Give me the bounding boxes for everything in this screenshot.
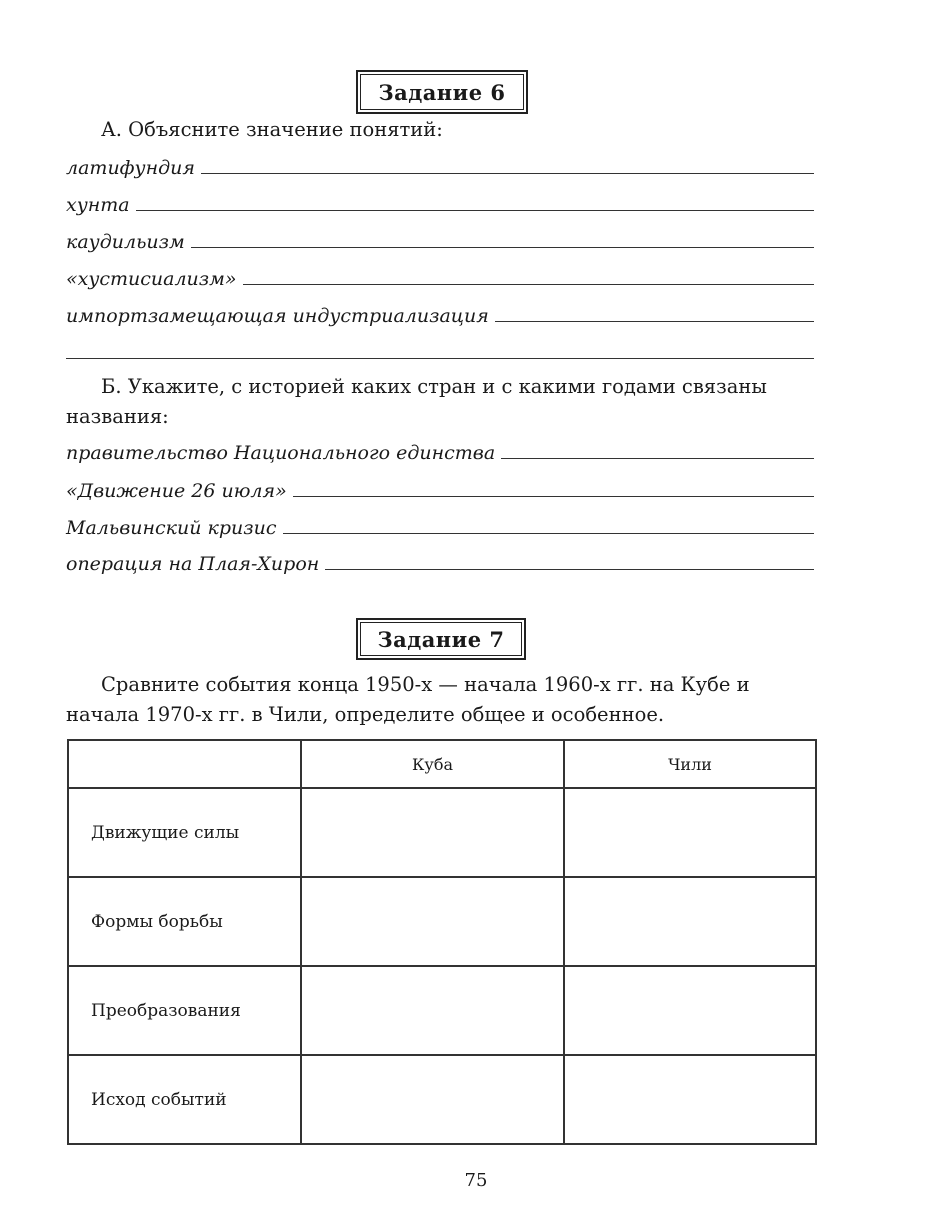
answer-line[interactable] (283, 532, 814, 534)
table-row (68, 1055, 816, 1144)
term-label: «Движение 26 июля» (66, 480, 287, 502)
table-header-chile: Чили (564, 740, 816, 788)
answer-cell[interactable] (564, 788, 816, 877)
term-row (66, 335, 814, 365)
page-number: 75 (464, 1170, 488, 1191)
term-label: Мальвинский кризис (66, 517, 277, 539)
answer-cell[interactable] (564, 877, 816, 966)
row-label: Исход событий (68, 1055, 301, 1144)
term-label: импортзамещающая индустриализация (66, 305, 489, 327)
task-6-part-a-prompt: А. Объясните значение понятий: (101, 118, 443, 141)
term-label: каудильизм (66, 231, 185, 253)
answer-line[interactable] (66, 357, 814, 359)
term-label: хунта (66, 194, 130, 216)
answer-line[interactable] (501, 457, 814, 459)
task-6-part-b-prompt: Б. Укажите, с историей каких стран и с какими годами связаны названия: (66, 375, 767, 428)
answer-line[interactable] (136, 209, 814, 211)
task-7-prompt: Сравните события конца 1950-х — начала 1960-х гг. на Кубе и начала 1970-х гг. в Чили, определите общее и особенное. (66, 673, 750, 726)
table-row (68, 877, 816, 966)
answer-cell[interactable] (301, 877, 564, 966)
row-label: Формы борьбы (68, 877, 301, 966)
term-row (66, 546, 814, 576)
term-label: операция на Плая-Хирон (66, 553, 320, 575)
term-row (66, 510, 814, 540)
term-row (66, 298, 814, 328)
answer-cell[interactable] (301, 788, 564, 877)
answer-line[interactable] (293, 495, 814, 497)
term-row (66, 187, 814, 217)
term-row (66, 473, 814, 503)
term-label: латифундия (66, 157, 195, 179)
answer-line[interactable] (325, 568, 814, 570)
row-label: Преобразования (68, 966, 301, 1055)
answer-cell[interactable] (301, 1055, 564, 1144)
answer-line[interactable] (243, 283, 814, 285)
task-7-title: Задание 7 (356, 618, 526, 660)
answer-cell[interactable] (564, 966, 816, 1055)
term-row (66, 224, 814, 254)
row-label: Движущие силы (68, 788, 301, 877)
answer-cell[interactable] (564, 1055, 816, 1144)
comparison-table (67, 739, 817, 1145)
task-6-title: Задание 6 (356, 70, 528, 114)
answer-line[interactable] (201, 172, 814, 174)
term-row (66, 261, 814, 291)
answer-line[interactable] (191, 246, 814, 248)
term-row (66, 435, 814, 465)
term-label: «хустисиализм» (66, 268, 237, 290)
table-row (68, 788, 816, 877)
table-header-cuba: Куба (301, 740, 564, 788)
answer-cell[interactable] (301, 966, 564, 1055)
table-header-empty (68, 740, 301, 788)
table-row (68, 966, 816, 1055)
answer-line[interactable] (495, 320, 814, 322)
term-row (66, 150, 814, 180)
term-label: правительство Национального единства (66, 442, 496, 464)
